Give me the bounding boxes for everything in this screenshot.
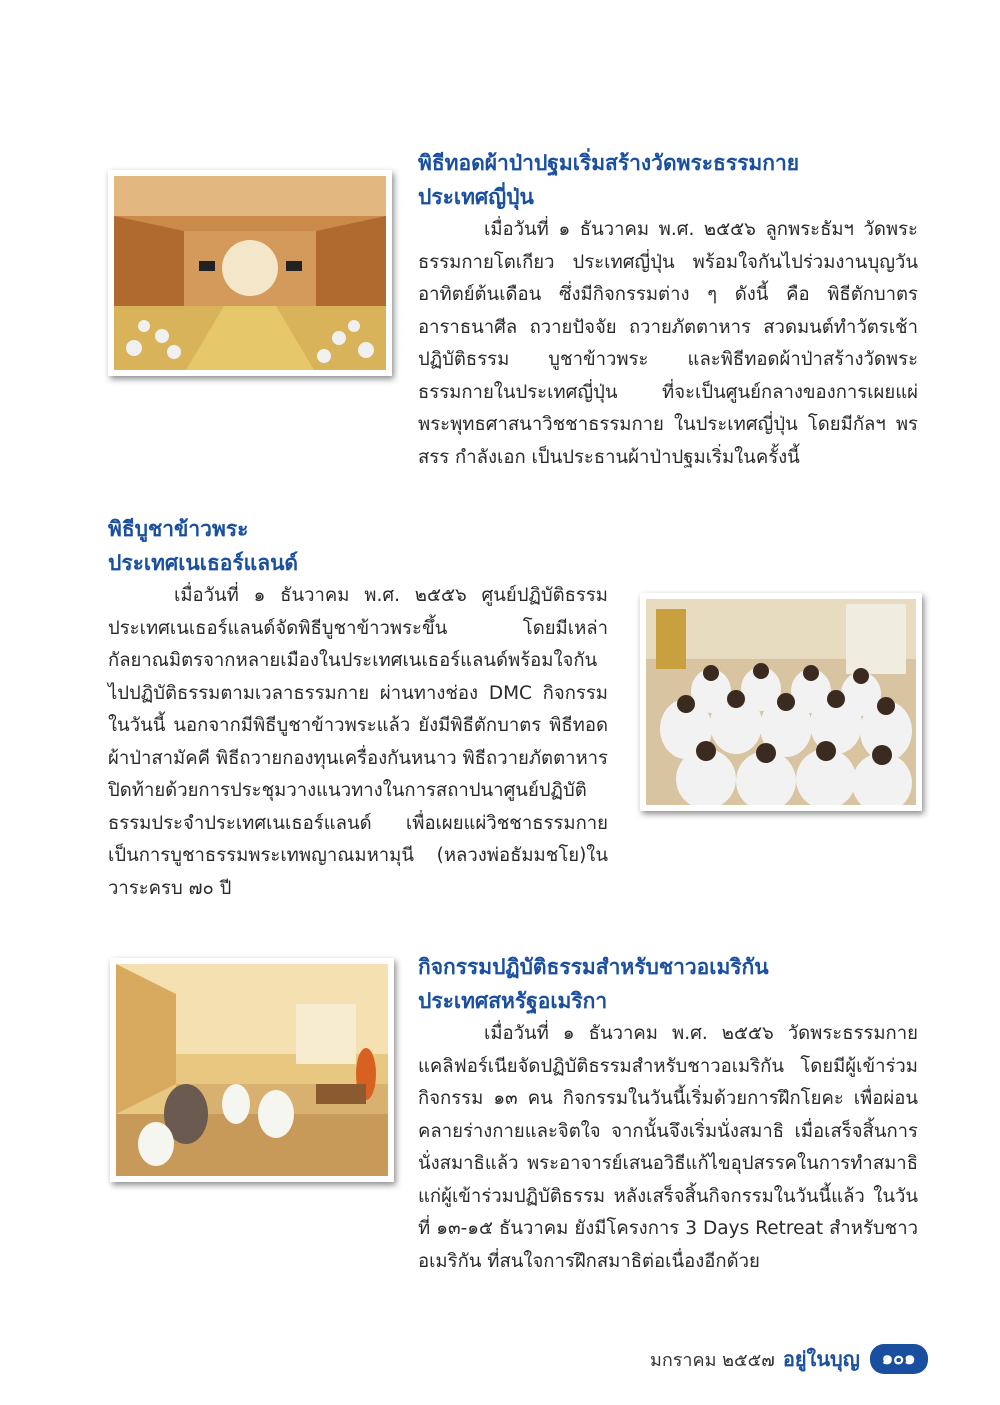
article-body-text: เมื่อวันที่ ๑ ธันวาคม พ.ศ. ๒๕๕๖ ลูกพระธัมฯ วัดพระธรรมกายโตเกียว ประเทศญี่ปุ่น พร้อมใจกันไปร่วมงานบุญวันอาทิตย์ต้นเดือน ซึ่งมีกิจกรรมต่าง ๆ ดังนี้ คือ พิธีตักบาตร อาราธนาศีล ถวายปัจจัย ถวายภัตตาหาร สวดมนต์ทำวัตรเช้า ปฏิบัติธรรม บูชาข้าวพระ และพิธีทอดผ้าป่าสร้างวัดพระธรรมกายในประเทศญี่ปุ่น ที่จะเป็นศูนย์กลางของการเผยแผ่พระพุทธศาสนาวิชชาธรรมกาย ในประเทศญี่ปุ่น โดยมีกัลฯ พรสรร กำลังเอก เป็นประธานผ้าป่าปฐมเริ่มในครั้งนี้ xyxy=(418,219,918,468)
article-japan xyxy=(418,146,918,474)
photo-usa-meditation-room xyxy=(110,958,394,1182)
article-title: พิธีทอดผ้าป่าปฐมเริ่มสร้างวัดพระธรรมกาย xyxy=(418,151,800,175)
article-body-text: เมื่อวันที่ ๑ ธันวาคม พ.ศ. ๒๕๕๖ ศูนย์ปฏิบัติธรรมประเทศเนเธอร์แลนด์จัดพิธีบูชาข้าวพระขึ้น โดยมีเหล่ากัลยาณมิตรจากหลายเมืองในประเทศเนเธอร์แลนด์พร้อมใจกันไปปฏิบัติธรรมตามเวลาธรรมกาย ผ่านทางช่อง DMC กิจกรรมในวันนี้ นอกจากมีพิธีบูชาข้าวพระแล้ว ยังมีพิธีตักบาตร พิธีทอดผ้าป่าสามัคคี พิธีถวายกองทุนเครื่องกันหนาว พิธีถวายภัตตาหาร ปิดท้ายด้วยการประชุมวางแนวทางในการสถาปนาศูนย์ปฏิบัติธรรมประจำประเทศเนเธอร์แลนด์ เพื่อเผยแผ่วิชชาธรรมกาย เป็นการบูชาธรรมพระเทพญาณมหามุนี (หลวงพ่อธัมมชโย)ในวาระครบ ๗๐ ปี xyxy=(108,585,608,899)
article-subtitle: ประเทศสหรัฐอเมริกา xyxy=(418,989,608,1013)
article-subtitle: ประเทศญี่ปุ่น xyxy=(418,185,534,209)
magazine-name: อยู่ในบุญ xyxy=(782,1347,860,1371)
photo-netherlands-group xyxy=(640,593,922,811)
page-number: ๑๐๑ xyxy=(870,1344,928,1374)
article-title: กิจกรรมปฏิบัติธรรมสำหรับชาวอเมริกัน xyxy=(418,955,769,979)
issue-date: มกราคม ๒๕๕๗ xyxy=(650,1349,775,1371)
article-title: พิธีบูชาข้าวพระ xyxy=(108,517,249,541)
article-netherlands xyxy=(108,512,608,905)
article-body xyxy=(418,214,918,474)
page-footer xyxy=(650,1342,928,1376)
photo-japan-temple-hall xyxy=(108,170,392,376)
article-usa xyxy=(418,950,918,1278)
article-subtitle: ประเทศเนเธอร์แลนด์ xyxy=(108,551,299,575)
article-body xyxy=(108,580,608,905)
article-body-text: เมื่อวันที่ ๑ ธันวาคม พ.ศ. ๒๕๕๖ วัดพระธรรมกายแคลิฟอร์เนียจัดปฏิบัติธรรมสำหรับชาวอเมริกัน โดยมีผู้เข้าร่วมกิจกรรม ๑๓ คน กิจกรรมในวันนี้เริ่มด้วยการฝึกโยคะ เพื่อผ่อนคลายร่างกายและจิตใจ จากนั้นจึงเริ่มนั่งสมาธิ เมื่อเสร็จสิ้นการนั่งสมาธิแล้ว พระอาจารย์เสนอวิธีแก้ไขอุปสรรคในการทำสมาธิแก่ผู้เข้าร่วมปฏิบัติธรรม หลังเสร็จสิ้นกิจกรรมในวันนี้แล้ว ในวันที่ ๑๓-๑๕ ธันวาคม ยังมีโครงการ 3 Days Retreat สำหรับชาวอเมริกัน ที่สนใจการฝึกสมาธิต่อเนื่องอีกด้วย xyxy=(418,1023,918,1272)
article-body xyxy=(418,1018,918,1278)
